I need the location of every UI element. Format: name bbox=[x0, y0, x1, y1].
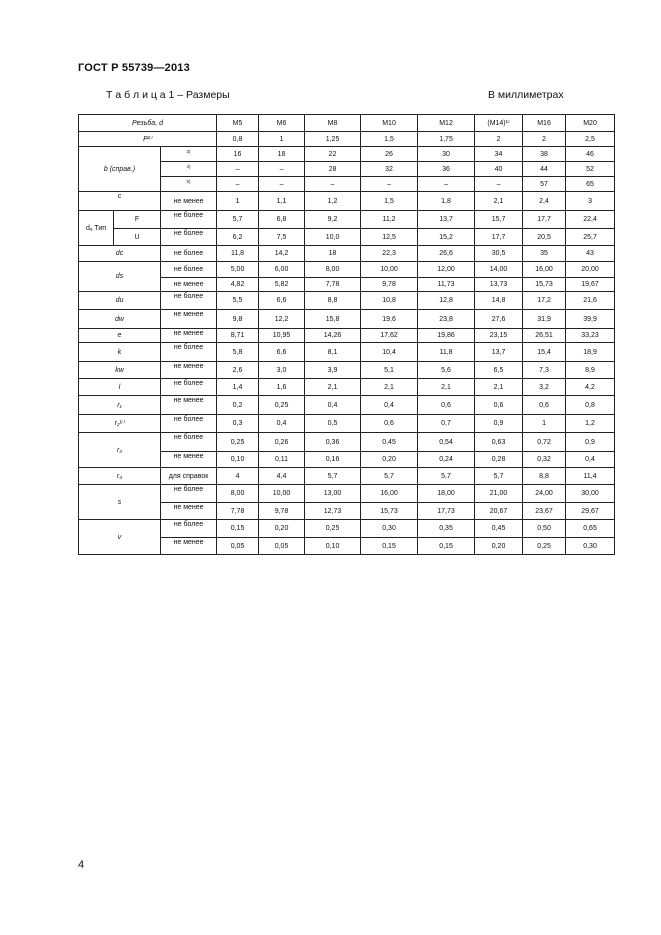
value-cell: 0,15 bbox=[217, 520, 259, 538]
value-cell: 7,78 bbox=[217, 503, 259, 520]
value-cell: 5,8 bbox=[217, 343, 259, 362]
value-cell: 26 bbox=[361, 147, 418, 162]
value-cell: 1,5 bbox=[361, 192, 418, 211]
value-cell: 7,3 bbox=[523, 362, 566, 379]
param-label: dw bbox=[79, 310, 161, 329]
value-cell: – bbox=[305, 177, 361, 192]
value-cell: 0,50 bbox=[523, 520, 566, 538]
value-cell: 30,5 bbox=[475, 246, 523, 262]
value-cell: 14,26 bbox=[305, 329, 361, 343]
value-cell: 65 bbox=[566, 177, 615, 192]
param-label: v bbox=[79, 520, 161, 555]
value-cell: 34 bbox=[475, 147, 523, 162]
value-cell: 0,05 bbox=[217, 538, 259, 555]
value-cell: – bbox=[361, 177, 418, 192]
value-cell: 0,6 bbox=[418, 396, 475, 415]
footnote-ref: 4) bbox=[161, 162, 217, 177]
value-cell: 11,8 bbox=[418, 343, 475, 362]
value-cell: 20,67 bbox=[475, 503, 523, 520]
table-row bbox=[79, 310, 615, 329]
value-cell: 20,00 bbox=[566, 262, 615, 278]
value-cell: 0,25 bbox=[305, 520, 361, 538]
value-cell: 0,6 bbox=[523, 396, 566, 415]
document-header: ГОСТ Р 55739—2013 bbox=[78, 62, 190, 74]
value-cell: 12,2 bbox=[259, 310, 305, 329]
value-cell: 5,7 bbox=[217, 211, 259, 229]
value-cell: 17,62 bbox=[361, 329, 418, 343]
condition-cell: не более bbox=[161, 415, 217, 433]
value-cell: 5,1 bbox=[361, 362, 418, 379]
value-cell: 13,7 bbox=[418, 211, 475, 229]
value-cell: 13,00 bbox=[305, 485, 361, 503]
value-cell: 0,10 bbox=[305, 538, 361, 555]
value-cell: 35 bbox=[523, 246, 566, 262]
type-cell: U bbox=[114, 229, 161, 246]
value-cell: 8,00 bbox=[217, 485, 259, 503]
table-row bbox=[79, 520, 615, 538]
value-cell: 5,7 bbox=[475, 468, 523, 485]
type-cell: F bbox=[114, 211, 161, 229]
value-cell: 23,15 bbox=[475, 329, 523, 343]
value-cell: 19,86 bbox=[418, 329, 475, 343]
value-cell: 16,00 bbox=[361, 485, 418, 503]
value-cell: 1 bbox=[259, 132, 305, 147]
value-cell: 18 bbox=[259, 147, 305, 162]
value-cell: 23,8 bbox=[418, 310, 475, 329]
condition-cell: не менее bbox=[161, 538, 217, 555]
param-label: l bbox=[79, 379, 161, 396]
value-cell: 1,6 bbox=[259, 379, 305, 396]
value-cell: 1,4 bbox=[217, 379, 259, 396]
value-cell: 3,2 bbox=[523, 379, 566, 396]
value-cell: 17,7 bbox=[523, 211, 566, 229]
table-row bbox=[79, 485, 615, 503]
condition-cell: не более bbox=[161, 379, 217, 396]
condition-cell: не менее bbox=[161, 396, 217, 415]
value-cell: 7,5 bbox=[259, 229, 305, 246]
value-cell: 0,30 bbox=[361, 520, 418, 538]
value-cell: 7,78 bbox=[305, 278, 361, 292]
value-cell: 30,00 bbox=[566, 485, 615, 503]
value-cell: 0,25 bbox=[259, 396, 305, 415]
condition-cell: не менее bbox=[161, 362, 217, 379]
table-row bbox=[79, 246, 615, 262]
value-cell: 4 bbox=[217, 468, 259, 485]
value-cell: 32 bbox=[361, 162, 418, 177]
param-label: dₐ Тип bbox=[79, 211, 114, 246]
value-cell: 13,7 bbox=[475, 343, 523, 362]
condition-cell: не более bbox=[161, 343, 217, 362]
condition-cell: не менее bbox=[161, 452, 217, 468]
value-cell: 0,25 bbox=[523, 538, 566, 555]
value-cell: 21,00 bbox=[475, 485, 523, 503]
value-cell: 11,8 bbox=[217, 246, 259, 262]
value-cell: 0,20 bbox=[361, 452, 418, 468]
value-cell: 17,7 bbox=[475, 229, 523, 246]
value-cell: 5,7 bbox=[361, 468, 418, 485]
param-label: kw bbox=[79, 362, 161, 379]
value-cell: 8,1 bbox=[305, 343, 361, 362]
value-cell: 5,7 bbox=[418, 468, 475, 485]
value-cell: 0,35 bbox=[418, 520, 475, 538]
value-cell: 3,9 bbox=[305, 362, 361, 379]
value-cell: 8,00 bbox=[305, 262, 361, 278]
value-cell: 11,2 bbox=[361, 211, 418, 229]
value-cell: 9,2 bbox=[305, 211, 361, 229]
param-label: r₂⁶⁾ bbox=[79, 415, 161, 433]
value-cell: 1,25 bbox=[305, 132, 361, 147]
value-cell: 6,00 bbox=[259, 262, 305, 278]
value-cell: 19,67 bbox=[566, 278, 615, 292]
value-cell: 0,45 bbox=[361, 433, 418, 452]
value-cell: 18,9 bbox=[566, 343, 615, 362]
value-cell: 22 bbox=[305, 147, 361, 162]
value-cell: 44 bbox=[523, 162, 566, 177]
value-cell: 0,24 bbox=[418, 452, 475, 468]
value-cell: – bbox=[217, 177, 259, 192]
footnote-ref: 5) bbox=[161, 177, 217, 192]
param-label: du bbox=[79, 292, 161, 310]
value-cell: 2,1 bbox=[475, 192, 523, 211]
units-note: В миллиметрах bbox=[488, 89, 564, 101]
value-cell: 9,8 bbox=[217, 310, 259, 329]
value-cell: 30 bbox=[418, 147, 475, 162]
param-label: r₃ bbox=[79, 433, 161, 468]
page-number: 4 bbox=[78, 859, 85, 871]
value-cell: 8,8 bbox=[523, 468, 566, 485]
value-cell: 0,20 bbox=[475, 538, 523, 555]
value-cell: 5,6 bbox=[418, 362, 475, 379]
table-row bbox=[79, 211, 615, 229]
table-row bbox=[79, 415, 615, 433]
condition-cell: не более bbox=[161, 211, 217, 229]
value-cell: 18 bbox=[305, 246, 361, 262]
param-label: r₁ bbox=[79, 396, 161, 415]
value-cell: 14,2 bbox=[259, 246, 305, 262]
value-cell: 0,45 bbox=[475, 520, 523, 538]
param-label: b (справ.) bbox=[79, 147, 161, 192]
header-size-cell: M16 bbox=[523, 115, 566, 132]
value-cell: 12,73 bbox=[305, 503, 361, 520]
value-cell: 25,7 bbox=[566, 229, 615, 246]
value-cell: 6,2 bbox=[217, 229, 259, 246]
value-cell: 0,10 bbox=[217, 452, 259, 468]
value-cell: 0,63 bbox=[475, 433, 523, 452]
condition-cell: не более bbox=[161, 246, 217, 262]
param-label: c bbox=[79, 192, 161, 211]
value-cell: 0,7 bbox=[418, 415, 475, 433]
table-row bbox=[79, 396, 615, 415]
header-size-cell: M8 bbox=[305, 115, 361, 132]
value-cell: 0,20 bbox=[259, 520, 305, 538]
value-cell: 21,6 bbox=[566, 292, 615, 310]
value-cell: 36 bbox=[418, 162, 475, 177]
value-cell: 0,4 bbox=[305, 396, 361, 415]
header-size-cell: M12 bbox=[418, 115, 475, 132]
condition-cell: не более bbox=[161, 292, 217, 310]
value-cell: 9,78 bbox=[361, 278, 418, 292]
footnote-ref: 3) bbox=[161, 147, 217, 162]
value-cell: 4,2 bbox=[566, 379, 615, 396]
value-cell: 22,4 bbox=[566, 211, 615, 229]
value-cell: 5,5 bbox=[217, 292, 259, 310]
value-cell: 46 bbox=[566, 147, 615, 162]
table-row bbox=[79, 132, 615, 147]
value-cell: 1,75 bbox=[418, 132, 475, 147]
value-cell: 15,2 bbox=[418, 229, 475, 246]
condition-cell: не менее bbox=[161, 329, 217, 343]
value-cell: 0,8 bbox=[217, 132, 259, 147]
value-cell: 17,2 bbox=[523, 292, 566, 310]
value-cell: 0,4 bbox=[566, 452, 615, 468]
value-cell: 5,82 bbox=[259, 278, 305, 292]
value-cell: 0,28 bbox=[475, 452, 523, 468]
table-row bbox=[79, 329, 615, 343]
value-cell: 18,00 bbox=[418, 485, 475, 503]
value-cell: 2,6 bbox=[217, 362, 259, 379]
value-cell: 26,6 bbox=[418, 246, 475, 262]
value-cell: 16 bbox=[217, 147, 259, 162]
table-row bbox=[79, 229, 615, 246]
param-label: s bbox=[79, 485, 161, 520]
param-label: r₄ bbox=[79, 468, 161, 485]
value-cell: 1,2 bbox=[566, 415, 615, 433]
value-cell: 0,8 bbox=[566, 396, 615, 415]
header-size-cell: (M14)¹⁾ bbox=[475, 115, 523, 132]
value-cell: – bbox=[259, 162, 305, 177]
value-cell: 0,3 bbox=[217, 415, 259, 433]
value-cell: 43 bbox=[566, 246, 615, 262]
value-cell: 15,7 bbox=[475, 211, 523, 229]
value-cell: 4,82 bbox=[217, 278, 259, 292]
condition-cell: не менее bbox=[161, 503, 217, 520]
value-cell: 0,25 bbox=[217, 433, 259, 452]
value-cell: 0,36 bbox=[305, 433, 361, 452]
value-cell: 12,00 bbox=[418, 262, 475, 278]
value-cell: 0,65 bbox=[566, 520, 615, 538]
value-cell: 0,5 bbox=[305, 415, 361, 433]
value-cell: – bbox=[418, 177, 475, 192]
value-cell: 0,72 bbox=[523, 433, 566, 452]
value-cell: 12,5 bbox=[361, 229, 418, 246]
value-cell: 2 bbox=[475, 132, 523, 147]
value-cell: 8,71 bbox=[217, 329, 259, 343]
value-cell: 10,00 bbox=[361, 262, 418, 278]
value-cell: 0,15 bbox=[361, 538, 418, 555]
value-cell: 1 bbox=[523, 415, 566, 433]
value-cell: 11,4 bbox=[566, 468, 615, 485]
value-cell: 0,11 bbox=[259, 452, 305, 468]
value-cell: 33,23 bbox=[566, 329, 615, 343]
table-caption: Т а б л и ц а 1 – Размеры bbox=[106, 89, 230, 101]
value-cell: 5,00 bbox=[217, 262, 259, 278]
value-cell: 2,1 bbox=[418, 379, 475, 396]
value-cell: 1 bbox=[217, 192, 259, 211]
value-cell: 26,51 bbox=[523, 329, 566, 343]
value-cell: 28 bbox=[305, 162, 361, 177]
param-label: ds bbox=[79, 262, 161, 292]
value-cell: 0,16 bbox=[305, 452, 361, 468]
value-cell: 27,6 bbox=[475, 310, 523, 329]
value-cell: 1,2 bbox=[305, 192, 361, 211]
value-cell: 17,73 bbox=[418, 503, 475, 520]
value-cell: 20,5 bbox=[523, 229, 566, 246]
value-cell: 0,2 bbox=[217, 396, 259, 415]
value-cell: 24,00 bbox=[523, 485, 566, 503]
value-cell: 2,4 bbox=[523, 192, 566, 211]
condition-cell: не менее bbox=[161, 310, 217, 329]
header-size-cell: M6 bbox=[259, 115, 305, 132]
value-cell: – bbox=[475, 177, 523, 192]
condition-cell: не более bbox=[161, 485, 217, 503]
value-cell: 31,9 bbox=[523, 310, 566, 329]
param-label: dc bbox=[79, 246, 161, 262]
value-cell: 3,0 bbox=[259, 362, 305, 379]
value-cell: 12,8 bbox=[418, 292, 475, 310]
value-cell: 39,9 bbox=[566, 310, 615, 329]
value-cell: 6,6 bbox=[259, 343, 305, 362]
value-cell: 15,73 bbox=[523, 278, 566, 292]
value-cell: 1,8 bbox=[418, 192, 475, 211]
table-row bbox=[79, 362, 615, 379]
value-cell: 0,9 bbox=[566, 433, 615, 452]
value-cell: 8,8 bbox=[305, 292, 361, 310]
value-cell: 57 bbox=[523, 177, 566, 192]
table-row bbox=[79, 379, 615, 396]
value-cell: 0,6 bbox=[361, 415, 418, 433]
condition-cell: для справок bbox=[161, 468, 217, 485]
header-thread-label: Резьба, d bbox=[79, 115, 217, 132]
param-label: e bbox=[79, 329, 161, 343]
param-label: k bbox=[79, 343, 161, 362]
value-cell: 52 bbox=[566, 162, 615, 177]
table-row bbox=[79, 292, 615, 310]
value-cell: 23,67 bbox=[523, 503, 566, 520]
value-cell: 2,1 bbox=[475, 379, 523, 396]
value-cell: 14,00 bbox=[475, 262, 523, 278]
value-cell: 9,78 bbox=[259, 503, 305, 520]
value-cell: 38 bbox=[523, 147, 566, 162]
value-cell: 1,1 bbox=[259, 192, 305, 211]
dimensions-table bbox=[78, 114, 615, 555]
table-row bbox=[79, 343, 615, 362]
table-row bbox=[79, 115, 615, 132]
header-size-cell: M20 bbox=[566, 115, 615, 132]
value-cell: 10,00 bbox=[259, 485, 305, 503]
value-cell: 16,00 bbox=[523, 262, 566, 278]
value-cell: 0,30 bbox=[566, 538, 615, 555]
value-cell: 3 bbox=[566, 192, 615, 211]
value-cell: 1,5 bbox=[361, 132, 418, 147]
value-cell: 15,73 bbox=[361, 503, 418, 520]
value-cell: 13,73 bbox=[475, 278, 523, 292]
value-cell: 0,15 bbox=[418, 538, 475, 555]
header-size-cell: M5 bbox=[217, 115, 259, 132]
value-cell: 10,0 bbox=[305, 229, 361, 246]
value-cell: 22,3 bbox=[361, 246, 418, 262]
value-cell: 0,9 bbox=[475, 415, 523, 433]
value-cell: 0,32 bbox=[523, 452, 566, 468]
condition-cell: не менее bbox=[161, 192, 217, 211]
value-cell: 2,1 bbox=[361, 379, 418, 396]
value-cell: 8,9 bbox=[566, 362, 615, 379]
table-row bbox=[79, 468, 615, 485]
condition-cell: не менее bbox=[161, 278, 217, 292]
value-cell: 5,7 bbox=[305, 468, 361, 485]
value-cell: – bbox=[259, 177, 305, 192]
value-cell: 10,4 bbox=[361, 343, 418, 362]
param-label: P²⁾ bbox=[79, 132, 217, 147]
value-cell: 0,54 bbox=[418, 433, 475, 452]
condition-cell: не более bbox=[161, 262, 217, 278]
value-cell: 15,8 bbox=[305, 310, 361, 329]
table-row bbox=[79, 192, 615, 211]
value-cell: 29,67 bbox=[566, 503, 615, 520]
header-size-cell: M10 bbox=[361, 115, 418, 132]
condition-cell: не более bbox=[161, 520, 217, 538]
value-cell: 11,73 bbox=[418, 278, 475, 292]
table-row bbox=[79, 262, 615, 278]
value-cell: 0,6 bbox=[475, 396, 523, 415]
value-cell: 19,6 bbox=[361, 310, 418, 329]
value-cell: 0,26 bbox=[259, 433, 305, 452]
value-cell: 2 bbox=[523, 132, 566, 147]
value-cell: 6,8 bbox=[259, 211, 305, 229]
value-cell: – bbox=[217, 162, 259, 177]
value-cell: 0,4 bbox=[361, 396, 418, 415]
condition-cell: не более bbox=[161, 433, 217, 452]
value-cell: 4,4 bbox=[259, 468, 305, 485]
value-cell: 6,5 bbox=[475, 362, 523, 379]
value-cell: 0,05 bbox=[259, 538, 305, 555]
table-row bbox=[79, 147, 615, 162]
value-cell: 10,95 bbox=[259, 329, 305, 343]
value-cell: 0,4 bbox=[259, 415, 305, 433]
value-cell: 10,8 bbox=[361, 292, 418, 310]
table-row bbox=[79, 433, 615, 452]
value-cell: 15,4 bbox=[523, 343, 566, 362]
value-cell: 2,1 bbox=[305, 379, 361, 396]
value-cell: 40 bbox=[475, 162, 523, 177]
value-cell: 14,8 bbox=[475, 292, 523, 310]
value-cell: 2,5 bbox=[566, 132, 615, 147]
condition-cell: не более bbox=[161, 229, 217, 246]
value-cell: 6,6 bbox=[259, 292, 305, 310]
